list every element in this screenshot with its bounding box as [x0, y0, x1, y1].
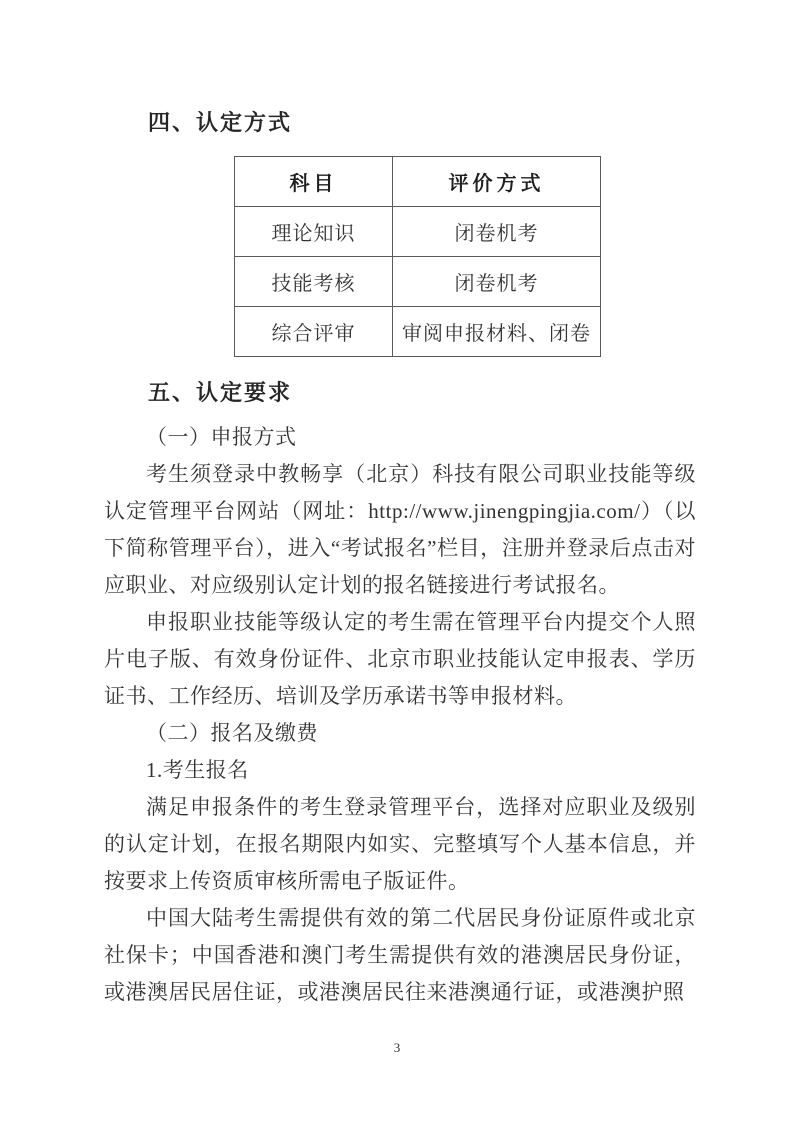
section-5-body	[104, 419, 696, 1011]
paragraph-signup-payment-label: （二）报名及缴费	[146, 721, 318, 745]
table-cell-subject: 综合评审	[235, 307, 393, 357]
paragraph-submission-materials: 申报职业技能等级认定的考生需在管理平台内提交个人照片电子版、有效身份证件、北京市职业技能认定申报表、学历证书、工作经历、培训及学历承诺书等申报材料。	[104, 610, 696, 708]
table-cell-method: 审阅申报材料、闭卷	[393, 307, 601, 357]
table-cell-subject: 理论知识	[235, 207, 393, 257]
paragraph-signup-requirements: 满足申报条件的考生登录管理平台，选择对应职业及级别的认定计划，在报名期限内如实、完整填写个人基本信息，并按要求上传资质审核所需电子版证件。	[104, 795, 696, 893]
evaluation-method-table	[234, 156, 601, 357]
section-4-heading: 四、认定方式	[148, 110, 293, 135]
section-5-heading: 五、认定要求	[148, 380, 293, 405]
table-row	[235, 207, 601, 257]
paragraph-application-method-label: （一）申报方式	[146, 425, 297, 449]
page-number: 3	[393, 1040, 401, 1055]
col-header-subject: 科目	[235, 157, 393, 207]
table-row	[235, 307, 601, 357]
table-cell-subject: 技能考核	[235, 257, 393, 307]
paragraph-id-requirements: 中国大陆考生需提供有效的第二代居民身份证原件或北京社保卡；中国香港和澳门考生需提供有效的港澳居民身份证，或港澳居民居住证，或港澳居民往来港澳通行证，或港澳护照	[104, 906, 696, 1004]
table-cell-method: 闭卷机考	[393, 207, 601, 257]
table-header-row	[235, 157, 601, 207]
paragraph-platform-registration: 考生须登录中教畅享（北京）科技有限公司职业技能等级认定管理平台网站（网址：http://www.jinengpingjia.com/）（以下简称管理平台），进入“考试报名”栏目，注册并登录后点击对应职业、对应级别认定计划的报名链接进行考试报名。	[104, 462, 696, 597]
table-cell-method: 闭卷机考	[393, 257, 601, 307]
paragraph-candidate-signup-label: 1.考生报名	[146, 758, 249, 782]
table-row	[235, 257, 601, 307]
col-header-evaluation-method: 评价方式	[393, 157, 601, 207]
